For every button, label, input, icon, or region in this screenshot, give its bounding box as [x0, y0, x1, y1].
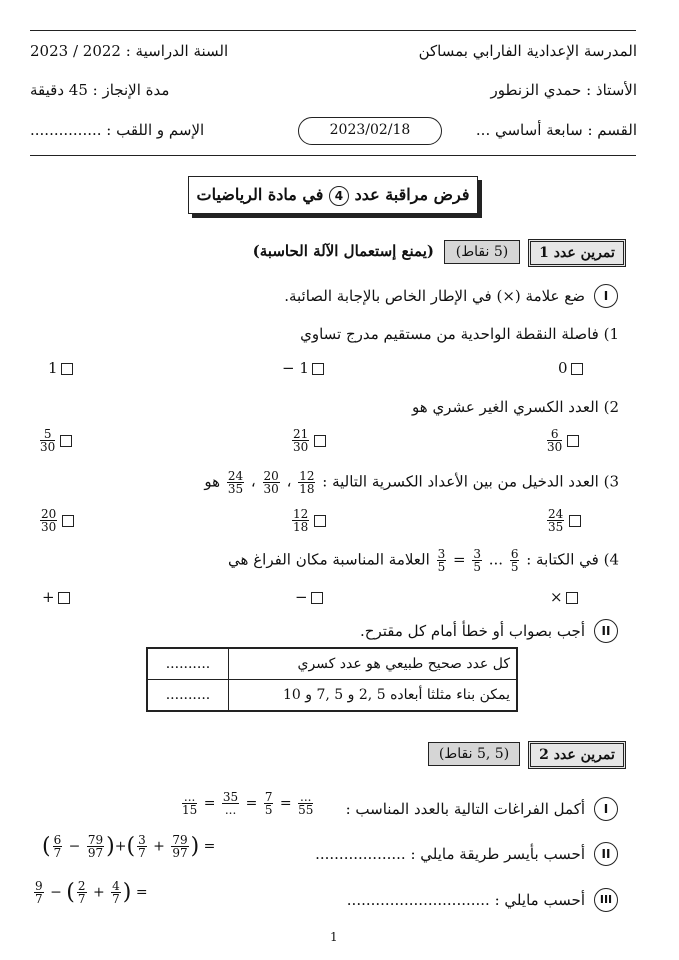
exam-date: 2023/02/18	[298, 117, 442, 145]
checkbox[interactable]	[62, 515, 74, 527]
q3-option-c: $\frac{20}{30}$	[38, 508, 77, 533]
checkbox[interactable]	[60, 435, 72, 447]
part-II-marker: II	[594, 619, 618, 643]
class-field: القسم : سابعة أساسي ...	[475, 121, 637, 139]
q1-option-b: − 1	[282, 359, 327, 377]
teacher-name: الأستاذ : حمدي الزنطور	[490, 81, 637, 99]
part-I-marker: I	[594, 284, 618, 308]
student-name-field: الإسم و اللقب : ...............	[30, 121, 205, 139]
ex2-part-III-instruction: أحسب مايلي : ..............................	[346, 891, 585, 909]
exam-duration: مدة الإنجاز : 45 دقيقة	[30, 81, 170, 99]
calculator-note: (يمنع إستعمال الآلة الحاسبة)	[252, 242, 434, 260]
statement-cell: كل عدد صحيح طبيعي هو عدد كسري	[229, 648, 518, 680]
question-1: 1) فاصلة النقطة الواحدية من مستقيم مدرج تساوي	[300, 325, 619, 343]
q1-option-c: 1	[48, 359, 76, 377]
ex2-part-III-expression: $\frac{9}{7}$ − ( $\frac{2}{7}$ + $\frac{4}{7}$ ) =	[35, 879, 148, 906]
school-name: المدرسة الإعدادية الفارابي بمساكن	[418, 42, 637, 60]
part-II-instruction: أجب بصواب أو خطأ أمام كل مقترح.	[360, 622, 585, 640]
exercise-2-label: تمرين عدد 2	[528, 741, 626, 769]
ex2-part-II-instruction: أحسب بأيسر طريقة مايلي : ...................	[315, 845, 585, 863]
checkbox[interactable]	[311, 592, 323, 604]
checkbox[interactable]	[58, 592, 70, 604]
q1-option-a: 0	[558, 359, 586, 377]
q4-option-a: ×	[550, 588, 581, 606]
q2-option-c: $\frac{5}{30}$	[38, 428, 75, 453]
q2-option-a: $\frac{6}{30}$	[545, 428, 582, 453]
exercise-1-points: (5 نقاط)	[444, 240, 520, 264]
ex2-part-I-instruction: أكمل الفراغات التالية بالعدد المناسب :	[345, 800, 585, 818]
checkbox[interactable]	[566, 592, 578, 604]
question-2: 2) العدد الكسري الغير عشري هو	[412, 398, 619, 416]
ex2-part-I-marker: I	[594, 797, 618, 821]
checkbox[interactable]	[314, 435, 326, 447]
q4-option-c: +	[42, 588, 73, 606]
answer-cell[interactable]: ..........	[147, 680, 229, 712]
checkbox[interactable]	[571, 363, 583, 375]
q2-option-b: $\frac{21}{30}$	[290, 428, 329, 453]
ex2-part-II-marker: II	[594, 842, 618, 866]
question-4: 4) في الكتابة : $\frac{3}{5}$ = $\frac{3}{5}$ ... $\frac{6}{5}$ العلامة المناسبة مكان الفراغ هي	[228, 547, 619, 574]
table-row	[147, 648, 517, 680]
exercise-1-label: تمرين عدد 1	[528, 239, 626, 267]
school-year: السنة الدراسية : 2022 / 2023	[30, 42, 229, 60]
part-I-instruction: ضع علامة (×) في الإطار الخاص بالإجابة الصائبة.	[284, 287, 585, 305]
ex2-part-I-equation: $\frac{...}{15}$ = $\frac{35}{...}$ = $\frac{7}{5}$ = $\frac{...}{55}$	[182, 790, 314, 817]
checkbox[interactable]	[567, 435, 579, 447]
q4-option-b: −	[295, 588, 326, 606]
checkbox[interactable]	[61, 363, 73, 375]
exam-title: فرض مراقبة عدد 4 في مادة الرياضيات	[188, 176, 478, 214]
true-false-table	[146, 647, 518, 712]
statement-cell: يمكن بناء مثلثا أبعاده 5 ,2 و 5 ,7 و 10	[229, 680, 518, 712]
question-3: 3) العدد الدخيل من بين الأعداد الكسرية التالية : $\frac{12}{18}$ ، $\frac{20}{30}$ ، $\frac{24}{35}$ هو	[204, 469, 619, 496]
q3-option-a: $\frac{24}{35}$	[545, 508, 584, 533]
q3-option-b: $\frac{12}{18}$	[290, 508, 329, 533]
checkbox[interactable]	[312, 363, 324, 375]
ex2-part-III-marker: III	[594, 888, 618, 912]
answer-cell[interactable]: ..........	[147, 648, 229, 680]
checkbox[interactable]	[569, 515, 581, 527]
checkbox[interactable]	[314, 515, 326, 527]
exercise-2-points: (5 ,5 نقاط)	[428, 742, 520, 766]
ex2-part-II-expression: ( $\frac{6}{7}$ − $\frac{79}{97}$ )+( $\frac{3}{7}$ + $\frac{79}{97}$ ) =	[42, 833, 216, 860]
page-number: 1	[330, 930, 338, 944]
exam-number: 4	[329, 186, 349, 206]
table-row	[147, 680, 517, 712]
